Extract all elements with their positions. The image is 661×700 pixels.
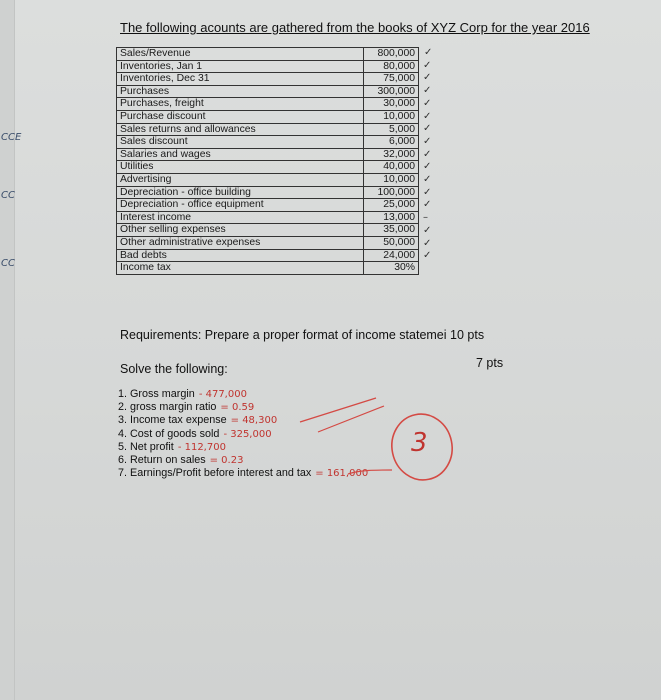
account-name: Sales discount bbox=[117, 136, 364, 149]
check-mark: ✓ bbox=[424, 47, 433, 58]
score-mark: 3 bbox=[411, 428, 428, 458]
question-text: 2. gross margin ratio bbox=[118, 401, 217, 414]
check-mark: ✓ bbox=[423, 123, 432, 135]
handwritten-answer: - 477,000 bbox=[198, 389, 247, 400]
account-name: Other selling expenses bbox=[117, 224, 364, 237]
check-mark: ✓ bbox=[423, 161, 432, 173]
account-value: 6,000 bbox=[364, 136, 419, 149]
question-text: 7. Earnings/Profit before interest and tax bbox=[118, 467, 312, 480]
account-name: Depreciation - office equipment bbox=[117, 199, 364, 212]
account-value: 300,000 bbox=[364, 85, 419, 98]
handwritten-answer: = 0.59 bbox=[220, 402, 255, 414]
question-text: 3. Income tax expense bbox=[118, 414, 227, 427]
account-value: 24,000 bbox=[364, 249, 419, 262]
check-mark: ✓ bbox=[423, 237, 432, 249]
page-title: The following acounts are gathered from the books of XYZ Corp for the year 2016 bbox=[120, 20, 590, 35]
account-name: Sales/Revenue bbox=[117, 48, 364, 61]
solve-points: 7 pts bbox=[476, 356, 504, 370]
account-name: Interest income bbox=[117, 211, 364, 224]
check-mark: ✓ bbox=[423, 110, 432, 122]
handwritten-answer: - 325,000 bbox=[223, 428, 272, 440]
account-value: 10,000 bbox=[364, 173, 419, 186]
red-pen-stroke bbox=[348, 470, 392, 474]
account-name: Sales returns and allowances bbox=[117, 123, 364, 136]
account-value: 30,000 bbox=[364, 98, 419, 111]
account-value: 80,000 bbox=[364, 60, 419, 73]
account-value: 50,000 bbox=[364, 236, 419, 249]
check-mark: ✓ bbox=[423, 199, 432, 211]
account-name: Bad debts bbox=[117, 249, 364, 262]
account-value: 75,000 bbox=[364, 73, 419, 86]
check-mark: ✓ bbox=[423, 250, 432, 262]
account-name: Purchase discount bbox=[117, 110, 364, 123]
question-text: 6. Return on sales bbox=[118, 454, 206, 467]
margin-mark: CCE bbox=[1, 132, 22, 143]
check-mark: ✓ bbox=[423, 148, 432, 160]
check-mark: ✓ bbox=[423, 186, 432, 198]
account-name: Income tax bbox=[117, 262, 364, 275]
check-mark: ✓ bbox=[423, 85, 432, 97]
handwritten-answer: = 161,000 bbox=[315, 468, 369, 480]
account-value: 32,000 bbox=[364, 148, 419, 161]
check-mark: ✓ bbox=[423, 59, 432, 71]
red-pen-stroke bbox=[300, 398, 376, 422]
handwritten-answer: = 0.23 bbox=[209, 455, 244, 467]
question-text: 4. Cost of goods sold bbox=[118, 427, 220, 440]
question-text: 5. Net profit bbox=[118, 440, 174, 453]
account-value: 35,000 bbox=[364, 224, 419, 237]
account-value: 800,000 bbox=[364, 48, 419, 61]
account-name: Utilities bbox=[117, 161, 364, 174]
account-name: Advertising bbox=[117, 173, 364, 186]
question-text: 1. Gross margin bbox=[118, 388, 195, 400]
check-mark: ✓ bbox=[423, 97, 432, 109]
check-mark: ✓ bbox=[423, 72, 432, 84]
account-name: Other administrative expenses bbox=[117, 236, 364, 249]
account-name: Purchases, freight bbox=[117, 98, 364, 111]
account-value: 30% bbox=[364, 262, 419, 275]
account-value: 5,000 bbox=[364, 123, 419, 136]
account-value: 13,000 bbox=[364, 211, 419, 224]
check-mark: ✓ bbox=[423, 135, 432, 147]
account-name: Purchases bbox=[117, 85, 364, 98]
account-value: 40,000 bbox=[364, 161, 419, 174]
handwritten-answer: = 48,300 bbox=[230, 415, 278, 427]
account-name: Salaries and wages bbox=[117, 148, 364, 161]
red-pen-stroke bbox=[318, 406, 384, 432]
solve-heading: Solve the following: bbox=[120, 362, 228, 376]
check-mark: ✓ bbox=[423, 174, 432, 185]
margin-mark: CC bbox=[1, 258, 15, 269]
account-name: Inventories, Dec 31 bbox=[117, 73, 364, 86]
margin-mark: CC bbox=[1, 190, 15, 201]
requirements-heading: Requirements: Prepare a proper format of income statemei 10 pts bbox=[120, 328, 485, 342]
check-mark: ✓ bbox=[423, 224, 432, 236]
check-mark: – bbox=[423, 212, 428, 224]
account-name: Inventories, Jan 1 bbox=[117, 60, 364, 73]
account-name: Depreciation - office building bbox=[117, 186, 364, 199]
handwritten-answer: - 112,700 bbox=[177, 441, 226, 453]
account-value: 100,000 bbox=[364, 186, 419, 199]
account-value: 25,000 bbox=[364, 199, 419, 212]
account-value: 10,000 bbox=[364, 110, 419, 123]
